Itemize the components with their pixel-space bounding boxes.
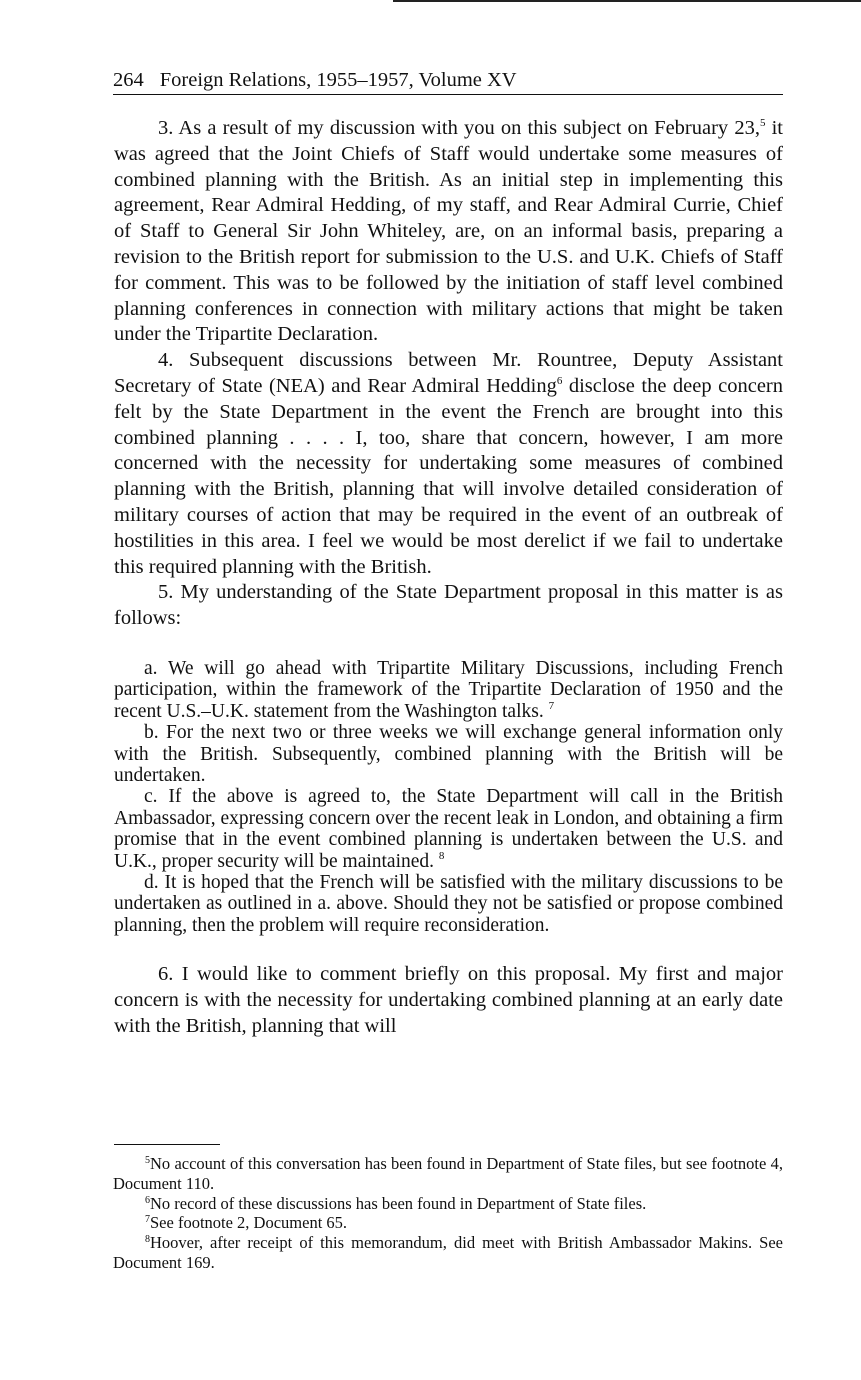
paragraph-5: 5. My understanding of the State Department proposal in this matter is as follows:: [114, 581, 783, 630]
proposal-list: [114, 658, 783, 936]
footnote-ref-6: 6: [556, 374, 563, 387]
footnotes: [113, 1154, 783, 1273]
running-header: [113, 66, 783, 95]
footnote-ref-7: 7: [548, 699, 555, 712]
paragraph-6: 6. I would like to comment briefly on this proposal. My first and major concern is with the necessity for undertaking combined planning at an early date with the British, planning that will: [114, 963, 783, 1037]
paragraph-4: 4. Subsequent discussions between Mr. Rountree, Deputy Assistant Secretary of State (NEA) and Rear Admiral Hedding$^6$ disclose the deep concern felt by the State Department in the event the French are brought into this combined planning . . . . I, too, share that concern, however, I am more concerned with the necessity for undertaking some measures of combined planning with the British, planning that will involve detailed consideration of military courses of action that may be required in the event of an outbreak of hostilities in this area. I feel we would be most derelict if we fail to undertake this required planning with the British.: [114, 349, 783, 578]
proposal-item-c: c. If the above is agreed to, the State Department will call in the British Ambassador, expressing concern over the recent leak in London, and obtaining a firm promise that in the event combined planning is undertaken between the U.S. and U.K., proper security will be maintained. $^8$: [114, 786, 783, 872]
proposal-item-a: a. We will go ahead with Tripartite Military Discussions, including French participation, within the framework of the Tripartite Declaration of 1950 and the recent U.S.–U.K. statement from the Washington talks. $^7$: [114, 657, 783, 722]
footnote-rule: [114, 1144, 220, 1145]
top-edge-rule: [393, 0, 861, 2]
page-number: 264: [113, 69, 144, 91]
footnote-ref-5: 5: [759, 117, 766, 129]
footnote-6: $^6$No record of these discussions has been found in Department of State files.: [145, 1193, 647, 1213]
footnote-8: $^8$Hoover, after receipt of this memorandum, did meet with British Ambassador Makins. See Document 169.: [113, 1233, 783, 1272]
running-title: Foreign Relations, 1955–1957, Volume XV: [159, 69, 517, 91]
footnote-7: $^7$See footnote 2, Document 65.: [145, 1213, 348, 1233]
footnote-5: $^5$No account of this conversation has been found in Department of State files, but see footnote 4, Document 110.: [113, 1154, 783, 1193]
paragraph-3: 3. As a result of my discussion with you on this subject on February 23,$^5$ it was agreed that the Joint Chiefs of Staff would undertake some measures of combined planning with the British. As an initial step in implementing this agreement, Rear Admiral Hedding, of my staff, and Rear Admiral Currie, Chief of Staff to General Sir John Whiteley, are, on an informal basis, preparing a revision to the British report for submission to the U.S. and U.K. Chiefs of Staff for comment. This was to be followed by the initiation of staff level combined planning conferences in connection with military actions that might be taken under the Tripartite Declaration.: [114, 117, 783, 346]
body-text: [114, 116, 783, 1040]
proposal-item-d: d. It is hoped that the French will be satisfied with the military discussions to be undertaken as outlined in a. above. Should they not be satisfied or propose combined planning, then the problem will require reconsideration.: [114, 872, 783, 936]
footnote-ref-8: 8: [438, 849, 445, 862]
proposal-item-b: b. For the next two or three weeks we will exchange general information only with the British. Subsequently, combined planning with the British will be undertaken.: [114, 722, 783, 786]
